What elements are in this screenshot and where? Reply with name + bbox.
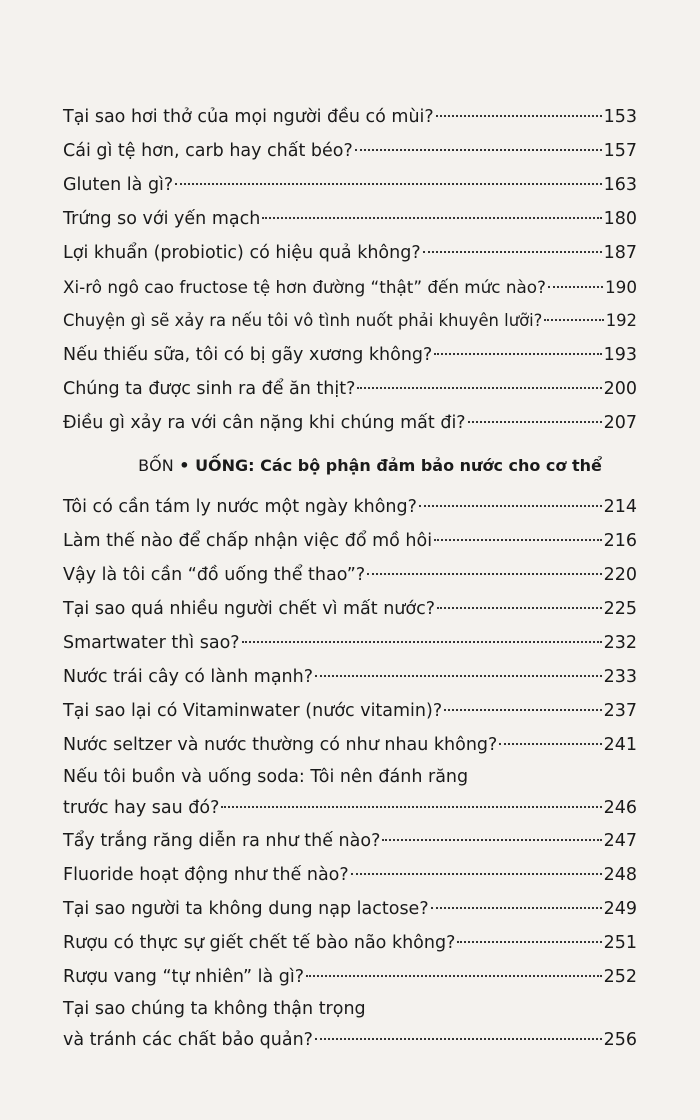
toc-entry[interactable]: Tẩy trắng răng diễn ra như thế nào? 247 (63, 831, 637, 851)
toc-entry[interactable]: Tại sao lại có Vitaminwater (nước vitamin)? 237 (63, 701, 637, 721)
toc-entry[interactable]: Nếu thiếu sữa, tôi có bị gãy xương không? 193 (63, 345, 637, 365)
toc-entry[interactable]: Rượu vang “tự nhiên” là gì? 252 (63, 967, 637, 987)
toc-entry[interactable]: Tại sao người ta không dung nạp lactose? 249 (63, 899, 637, 919)
toc-entry[interactable]: Vậy là tôi cần “đồ uống thể thao”? 220 (63, 565, 637, 585)
toc-entry[interactable]: Điều gì xảy ra với cân nặng khi chúng mất đi? 207 (63, 413, 637, 433)
section-number: BỐN (138, 456, 174, 475)
section-heading[interactable] (63, 440, 637, 490)
section-title: UỐNG: Các bộ phận đảm bảo nước cho cơ thể (195, 456, 602, 475)
toc-entry[interactable]: Nước seltzer và nước thường có như nhau không? 241 (63, 735, 637, 755)
toc-entry[interactable]: Chuyện gì sẽ xảy ra nếu tôi vô tình nuốt phải khuyên lưỡi? 192 (63, 311, 637, 330)
toc-entry-multiline[interactable]: Tại sao chúng ta không thận trọng và tránh các chất bảo quản? 256 (63, 999, 637, 1050)
toc-entry[interactable]: Tôi có cần tám ly nước một ngày không? 214 (63, 497, 637, 517)
toc-entry[interactable]: Lợi khuẩn (probiotic) có hiệu quả không? 187 (63, 243, 637, 263)
toc-entry-multiline[interactable]: Nếu tôi buồn và uống soda: Tôi nên đánh răng trước hay sau đó? 246 (63, 767, 637, 818)
table-of-contents (63, 100, 637, 1056)
toc-entry[interactable]: Cái gì tệ hơn, carb hay chất béo? 157 (63, 141, 637, 161)
toc-entry[interactable]: Rượu có thực sự giết chết tế bào não không? 251 (63, 933, 637, 953)
toc-entry[interactable]: Xi-rô ngô cao fructose tệ hơn đường “thật” đến mức nào? 190 (63, 277, 637, 297)
bullet-separator: • (179, 456, 190, 475)
toc-entry[interactable]: Fluoride hoạt động như thế nào? 248 (63, 865, 637, 885)
toc-entry[interactable]: Chúng ta được sinh ra để ăn thịt? 200 (63, 379, 637, 399)
toc-entry[interactable]: Nước trái cây có lành mạnh? 233 (63, 667, 637, 687)
toc-entry[interactable]: Làm thế nào để chấp nhận việc đổ mồ hôi 216 (63, 531, 637, 551)
toc-entry[interactable]: Gluten là gì? 163 (63, 175, 637, 195)
toc-entry[interactable]: Smartwater thì sao? 232 (63, 633, 637, 653)
toc-entry[interactable]: Trứng so với yến mạch 180 (63, 209, 637, 229)
toc-entry[interactable]: Tại sao quá nhiều người chết vì mất nước? 225 (63, 599, 637, 619)
toc-entry[interactable]: Tại sao hơi thở của mọi người đều có mùi? 153 (63, 107, 637, 127)
